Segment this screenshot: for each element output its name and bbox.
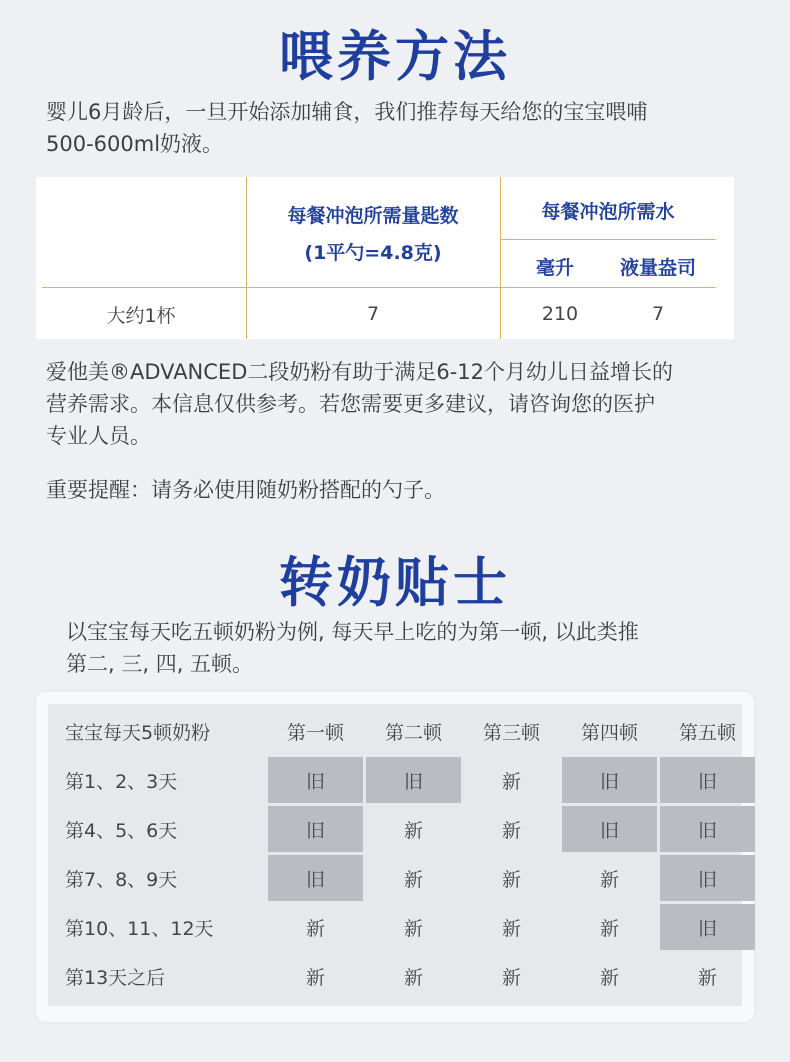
transition-intro-line1: 以宝宝每天吃五顿奶粉为例, 每天早上吃的为第一顿, 以此类推 [66,620,639,644]
row-day-label: 第4、5、6天 [65,819,178,842]
feeding-intro [46,96,647,160]
new-formula-cell: 新 [403,917,423,940]
oz-header: 液量盎司 [619,257,696,279]
old-formula-cell: 旧 [366,757,461,803]
old-formula-cell: 旧 [562,806,657,852]
row-day-label: 第13天之后 [65,966,166,989]
scoop-header-line2: (1平勺=4.8克) [304,242,442,264]
table-column-header: 第一顿 [286,721,344,744]
new-formula-cell: 新 [501,819,521,842]
table-column-header: 第二顿 [384,721,442,744]
old-formula-cell: 旧 [660,757,755,803]
feeding-intro-line1: 婴儿6月龄后，一旦开始添加辅食，我们推荐每天给您的宝宝喂哺 [46,100,648,124]
transition-intro-line2: 第二, 三, 四, 五顿。 [66,652,254,676]
new-formula-cell: 新 [305,917,325,940]
new-formula-cell: 新 [697,966,717,989]
feeding-method-title: 喂养方法 [279,25,511,88]
new-formula-cell: 新 [403,966,423,989]
product-note [46,356,673,452]
product-note-line2: 营养需求。本信息仅供参考。若您需要更多建议，请咨询您的医护 [46,392,655,416]
water-header: 每餐冲泡所需水 [541,201,675,223]
important-reminder: 重要提醒：请务必使用随奶粉搭配的勺子。 [46,478,445,502]
new-formula-cell: 新 [305,966,325,989]
old-formula-cell: 旧 [268,806,363,852]
transition-table [46,705,758,1002]
table-row [49,806,755,852]
transition-tips-title: 转奶贴士 [279,551,511,614]
old-formula-cell: 旧 [268,855,363,901]
new-formula-cell: 新 [403,868,423,891]
old-formula-cell: 旧 [660,806,755,852]
new-formula-cell: 新 [501,770,521,793]
new-formula-cell: 新 [501,917,521,940]
scoop-header-line1: 每餐冲泡所需量匙数 [287,205,459,227]
new-formula-cell: 新 [501,868,521,891]
new-formula-cell: 新 [599,966,619,989]
row-day-label: 第7、8、9天 [65,868,178,891]
oz-value: 7 [651,303,665,325]
divider [42,287,716,288]
ml-value: 210 [541,303,579,325]
ml-header: 毫升 [535,257,574,279]
old-formula-cell: 旧 [268,757,363,803]
table-column-header: 第三顿 [482,721,540,744]
table-header-row [49,708,755,754]
table-row [49,855,755,901]
table-column-header: 第五顿 [678,721,736,744]
table-column-header: 第四顿 [580,721,638,744]
old-formula-cell: 旧 [562,757,657,803]
transition-intro [66,616,639,680]
row-day-label: 第1、2、3天 [65,770,178,793]
old-formula-cell: 旧 [660,904,755,950]
feeding-table [36,177,734,339]
row-label: 大约1杯 [106,305,176,327]
scoops-value: 7 [366,303,380,325]
old-formula-cell: 旧 [660,855,755,901]
table-row [49,757,755,803]
new-formula-cell: 新 [599,917,619,940]
table-corner-label: 宝宝每天5顿奶粉 [65,721,211,744]
new-formula-cell: 新 [501,966,521,989]
product-note-line1: 爱他美®ADVANCED二段奶粉有助于满足6-12个月幼儿日益增长的 [46,360,674,384]
product-note-line3: 专业人员。 [46,424,151,448]
feeding-intro-line2: 500-600ml奶液。 [46,132,224,156]
table-row [49,904,755,950]
divider [500,239,716,240]
scoop-header [246,201,500,265]
table-row [49,953,755,999]
row-day-label: 第10、11、12天 [65,917,214,940]
new-formula-cell: 新 [599,868,619,891]
new-formula-cell: 新 [403,819,423,842]
